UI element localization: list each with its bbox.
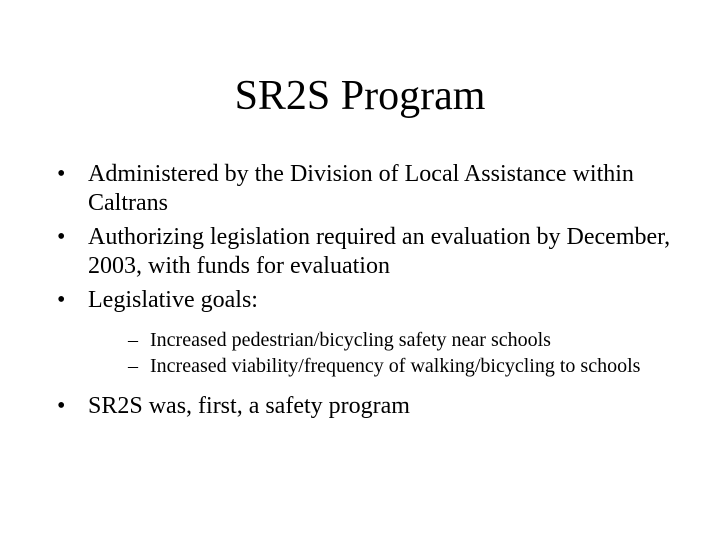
sub-bullet-text: Increased pedestrian/bicycling safety near schools — [150, 329, 551, 351]
sub-bullet-list — [88, 328, 677, 378]
bullet-text: Authorizing legislation required an evaluation by December, 2003, with funds for evaluation — [88, 224, 671, 279]
bullet-marker: • — [57, 224, 66, 250]
sub-bullet-marker: – — [128, 329, 138, 351]
bullet-item-safety-program — [57, 392, 677, 421]
sub-bullet-text: Increased viability/frequency of walking/bicycling to schools — [150, 355, 641, 377]
bullet-marker: • — [57, 393, 66, 419]
bullet-marker: • — [57, 161, 66, 187]
bullet-item-administered — [57, 160, 677, 218]
sub-bullet-item-viability — [88, 354, 677, 378]
bullet-text: Administered by the Division of Local Assistance within Caltrans — [88, 161, 634, 216]
bullet-list — [57, 160, 677, 426]
bullet-item-authorizing — [57, 223, 677, 281]
bullet-text: SR2S was, first, a safety program — [88, 393, 410, 419]
sub-bullet-marker: – — [128, 355, 138, 377]
sub-bullet-item-safety — [88, 328, 677, 352]
bullet-item-legislative-goals — [57, 286, 677, 378]
slide-title: SR2S Program — [234, 73, 486, 119]
bullet-text: Legislative goals: — [88, 287, 258, 313]
bullet-marker: • — [57, 287, 66, 313]
